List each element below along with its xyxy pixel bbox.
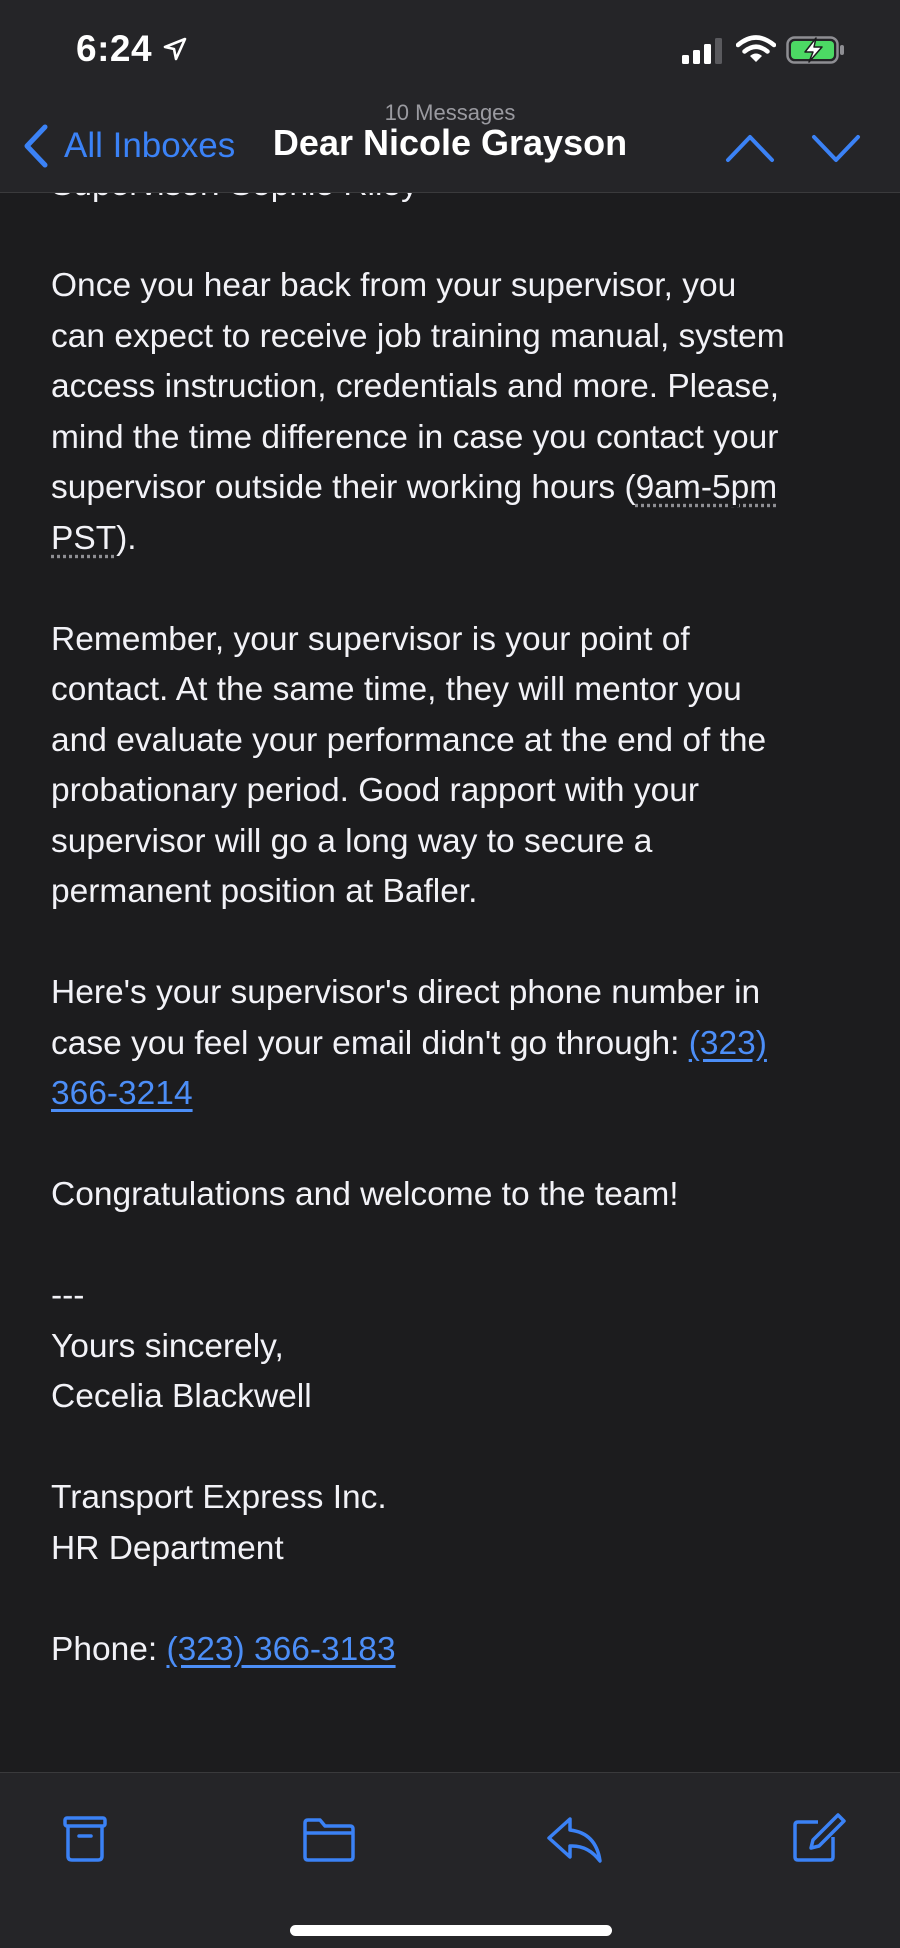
chevron-up-icon[interactable] <box>724 128 776 168</box>
back-label: All Inboxes <box>64 126 236 165</box>
cellular-signal-icon <box>682 38 724 64</box>
email-body <box>51 168 851 1726</box>
text-line: supervisor will go a long way to secure a <box>51 822 653 860</box>
department-name: HR Department <box>51 1529 284 1567</box>
signature-phone <box>51 1625 851 1676</box>
signature-separator: --- <box>51 1277 85 1314</box>
home-indicator <box>290 1925 612 1936</box>
archive-icon[interactable] <box>55 1811 115 1867</box>
text-segment: ). <box>116 519 137 557</box>
location-arrow-icon <box>162 36 188 62</box>
text-line: access instruction, credentials and more. Please, <box>51 368 780 405</box>
top-bar <box>0 0 900 193</box>
text-line <box>51 463 851 514</box>
reply-icon[interactable] <box>544 1811 604 1867</box>
navigation-bar <box>0 100 900 192</box>
compose-icon[interactable] <box>788 1811 848 1867</box>
text-line: permanent position at Bafler. <box>51 873 478 910</box>
text-line: and evaluate your performance at the end of the <box>51 721 767 759</box>
folder-icon[interactable] <box>299 1811 359 1867</box>
text-line: can expect to receive job training manual, system <box>51 317 785 355</box>
message-count: 10 Messages <box>384 100 516 125</box>
signature-block <box>51 1271 851 1423</box>
paragraph-congratulations: Congratulations and welcome to the team! <box>51 1176 679 1213</box>
paragraph-supervisor-role <box>51 615 851 918</box>
text-segment: case you feel your email didn't go through: <box>51 1024 689 1062</box>
text-line: probationary period. Good rapport with your <box>51 772 700 809</box>
text-segment: supervisor outside their working hours ( <box>51 469 636 506</box>
chevron-down-icon[interactable] <box>810 128 862 168</box>
text-line: mind the time difference in case you contact your <box>51 418 779 456</box>
text-line: Once you hear back from your supervisor, you <box>51 267 737 304</box>
signature-company <box>51 1473 851 1574</box>
page-title: Dear Nicole Grayson <box>272 122 628 163</box>
hr-phone-link[interactable]: (323) 366-3183 <box>166 1630 396 1668</box>
text-line: Remember, your supervisor is your point of <box>51 620 690 658</box>
detected-timezone-link[interactable]: PST <box>51 519 117 557</box>
paragraph-phone-number <box>51 968 851 1120</box>
bottom-toolbar <box>0 1772 900 1948</box>
detected-time-link[interactable]: 9am-5pm <box>635 469 778 506</box>
battery-charging-icon <box>786 36 846 64</box>
status-time: 6:24 <box>76 28 153 69</box>
phone-label: Phone: <box>51 1630 167 1668</box>
text-line <box>51 1019 851 1070</box>
back-button[interactable] <box>22 122 235 170</box>
text-line: Here's your supervisor's direct phone number in <box>51 974 761 1011</box>
wifi-icon <box>736 34 776 64</box>
paragraph-supervisor-contact <box>51 261 851 564</box>
status-bar <box>0 0 900 100</box>
supervisor-phone-link[interactable]: (323) <box>688 1024 767 1062</box>
signature-closing: Yours sincerely, <box>51 1327 284 1365</box>
text-line <box>51 1069 851 1120</box>
text-line <box>51 514 851 565</box>
text-line <box>51 1625 851 1676</box>
supervisor-phone-link[interactable]: 366-3214 <box>51 1075 193 1112</box>
chevron-left-icon <box>22 124 50 168</box>
company-name: Transport Express Inc. <box>51 1479 387 1516</box>
text-line: contact. At the same time, they will mentor you <box>51 671 742 708</box>
signature-name: Cecelia Blackwell <box>51 1378 312 1415</box>
